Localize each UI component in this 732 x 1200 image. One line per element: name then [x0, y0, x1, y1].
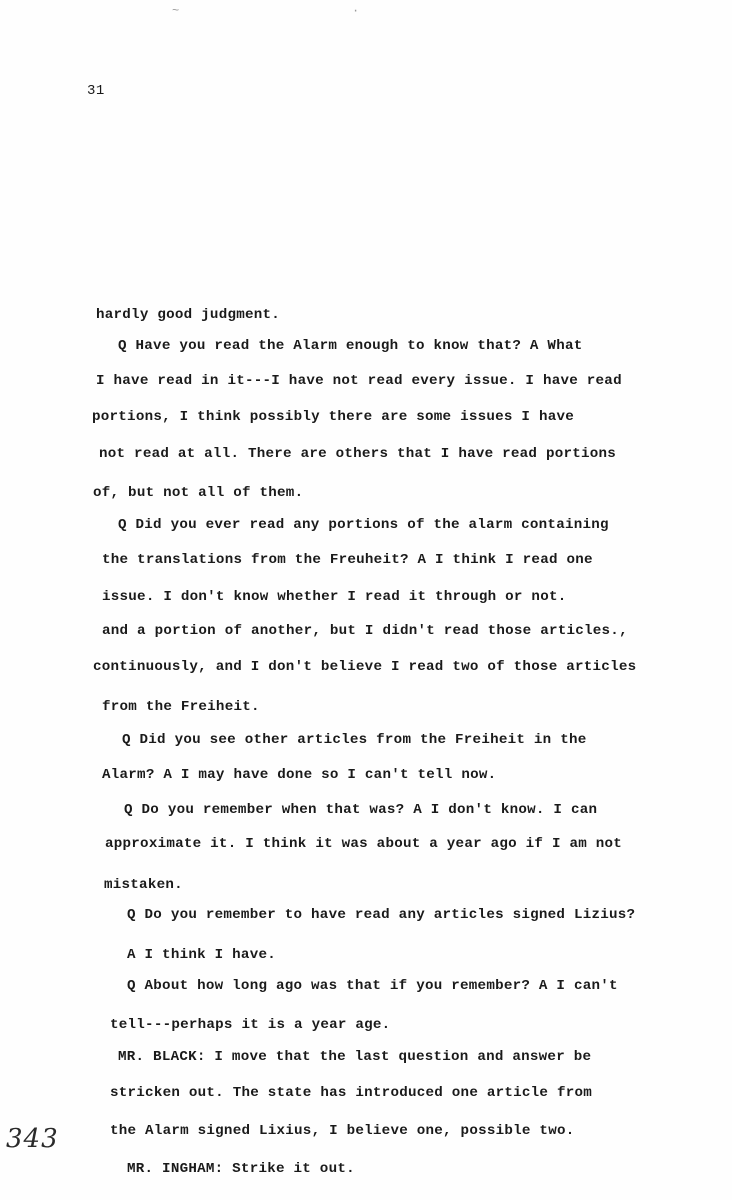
transcript-line: approximate it. I think it was about a year ago if I am not — [105, 836, 623, 852]
transcript-line: tell---perhaps it is a year age. — [110, 1017, 391, 1033]
transcript-line: A I think I have. — [127, 947, 276, 963]
transcript-line: of, but not all of them. — [93, 485, 304, 501]
transcript-line: MR. INGHAM: Strike it out. — [127, 1161, 355, 1177]
transcript-line: and a portion of another, but I didn't read those articles., — [102, 623, 628, 639]
transcript-line: the translations from the Freuheit? A I think I read one — [102, 552, 593, 568]
transcript-line: mistaken. — [104, 877, 183, 893]
page-number: 31 — [87, 83, 105, 99]
transcript-line: Q Do you remember when that was? A I don't know. I can — [124, 802, 598, 818]
transcript-line: MR. BLACK: I move that the last question and answer be — [118, 1049, 592, 1065]
transcript-line: the Alarm signed Lixius, I believe one, possible two. — [110, 1123, 575, 1139]
transcript-line: issue. I don't know whether I read it through or not. — [102, 589, 567, 605]
transcript-line: stricken out. The state has introduced one article from — [110, 1085, 593, 1101]
transcript-line: I have read in it---I have not read every issue. I have read — [96, 373, 622, 389]
transcript-line: Q About how long ago was that if you remember? A I can't — [127, 978, 618, 994]
transcript-line: portions, I think possibly there are some issues I have — [92, 409, 575, 425]
handwritten-page-number: 343 — [6, 1124, 59, 1154]
transcript-line: continuously, and I don't believe I read two of those articles — [93, 659, 637, 675]
transcript-line: Q Did you see other articles from the Freiheit in the — [122, 732, 587, 748]
transcript-line: Q Have you read the Alarm enough to know that? A What — [118, 338, 583, 354]
transcript-line: hardly good judgment. — [96, 307, 281, 323]
scan-mark: · — [352, 4, 360, 18]
transcript-line: Q Do you remember to have read any articles signed Lizius? — [127, 907, 636, 923]
transcript-line: not read at all. There are others that I have read portions — [99, 446, 617, 462]
transcript-line: Q Did you ever read any portions of the alarm containing — [118, 517, 609, 533]
transcript-line: Alarm? A I may have done so I can't tell now. — [102, 767, 497, 783]
transcript-line: from the Freiheit. — [102, 699, 260, 715]
scan-mark: ~ — [172, 4, 180, 18]
